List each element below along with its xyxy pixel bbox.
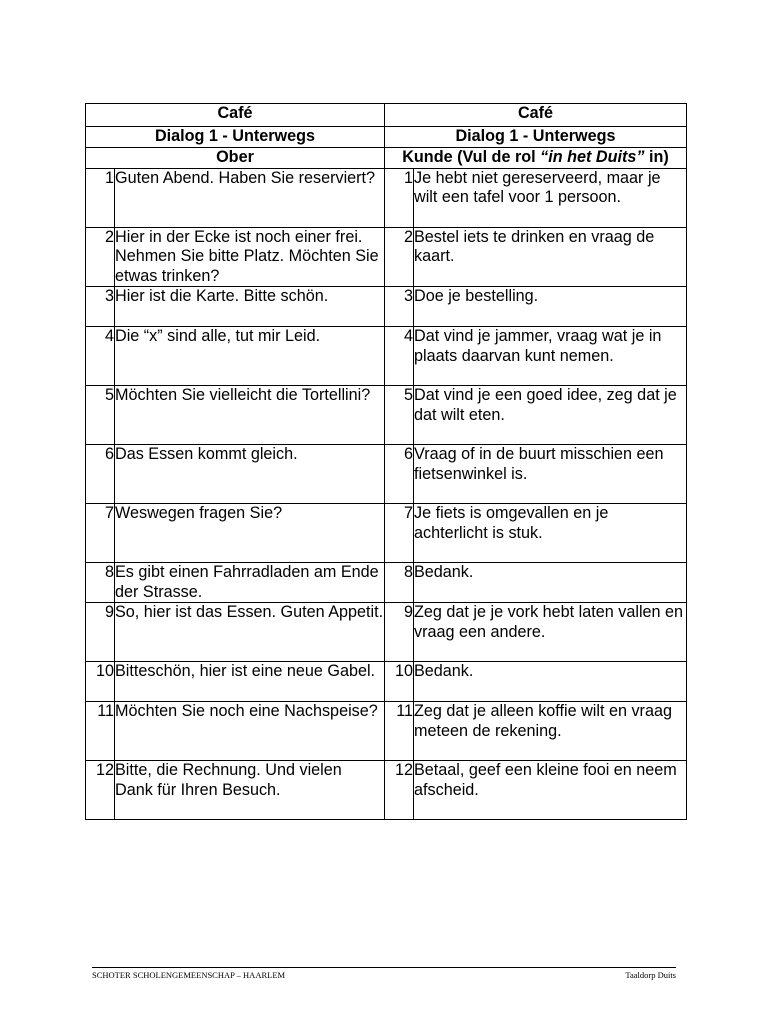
footer-school: SCHOTER SCHOLENGEMEENSCHAP – HAARLEM: [92, 970, 286, 980]
ober-line-number: 10: [86, 662, 115, 702]
kunde-line-number: 6: [385, 445, 414, 504]
ober-line-text: So, hier ist das Essen. Guten Appetit.: [115, 603, 385, 662]
kunde-line-text: Bedank.: [414, 662, 687, 702]
kunde-line-text: Zeg dat je je vork hebt laten vallen en vraag een andere.: [414, 603, 687, 662]
role-kunde: [385, 148, 687, 169]
dialog-row: [86, 445, 687, 504]
ober-line-text: Das Essen kommt gleich.: [115, 445, 385, 504]
kunde-line-text: Zeg dat je alleen koffie wilt en vraag meteen de rekening.: [414, 702, 687, 761]
kunde-line-number: 9: [385, 603, 414, 662]
role-kunde-suffix: in): [644, 148, 669, 166]
right-subtitle: Dialog 1 - Unterwegs: [385, 127, 687, 148]
kunde-line-number: 11: [385, 702, 414, 761]
ober-line-text: Bitteschön, hier ist eine neue Gabel.: [115, 662, 385, 702]
ober-line-number: 4: [86, 327, 115, 386]
role-row: [86, 148, 687, 169]
kunde-line-number: 10: [385, 662, 414, 702]
title-row: [86, 104, 687, 127]
ober-line-number: 1: [86, 168, 115, 227]
dialog-table: [85, 103, 687, 820]
ober-line-number: 11: [86, 702, 115, 761]
dialog-row: [86, 227, 687, 287]
kunde-line-number: 12: [385, 761, 414, 820]
dialog-row: [86, 761, 687, 820]
kunde-line-text: Bedank.: [414, 563, 687, 603]
ober-line-number: 12: [86, 761, 115, 820]
kunde-line-text: Je fiets is omgevallen en je achterlicht is stuk.: [414, 504, 687, 563]
ober-line-text: Bitte, die Rechnung. Und vielen Dank für Ihren Besuch.: [115, 761, 385, 820]
kunde-line-number: 2: [385, 227, 414, 287]
ober-line-number: 5: [86, 386, 115, 445]
role-ober: Ober: [86, 148, 385, 169]
role-kunde-prefix: Kunde (Vul de rol: [402, 148, 541, 166]
dialog-row: [86, 386, 687, 445]
left-subtitle: Dialog 1 - Unterwegs: [86, 127, 385, 148]
ober-line-text: Guten Abend. Haben Sie reserviert?: [115, 168, 385, 227]
ober-line-number: 9: [86, 603, 115, 662]
role-kunde-italic: “in het Duits”: [540, 148, 645, 166]
kunde-line-text: Betaal, geef een kleine fooi en neem afscheid.: [414, 761, 687, 820]
kunde-line-text: Dat vind je jammer, vraag wat je in plaats daarvan kunt nemen.: [414, 327, 687, 386]
ober-line-text: Hier in der Ecke ist noch einer frei. Nehmen Sie bitte Platz. Möchten Sie etwas trinken?: [115, 227, 385, 287]
dialog-row: [86, 504, 687, 563]
kunde-line-number: 1: [385, 168, 414, 227]
dialog-row: [86, 287, 687, 327]
right-title: Café: [385, 104, 687, 127]
ober-line-text: Möchten Sie noch eine Nachspeise?: [115, 702, 385, 761]
ober-line-text: Hier ist die Karte. Bitte schön.: [115, 287, 385, 327]
kunde-line-number: 8: [385, 563, 414, 603]
kunde-line-text: Doe je bestelling.: [414, 287, 687, 327]
ober-line-number: 7: [86, 504, 115, 563]
kunde-line-number: 7: [385, 504, 414, 563]
ober-line-text: Weswegen fragen Sie?: [115, 504, 385, 563]
kunde-line-number: 5: [385, 386, 414, 445]
kunde-line-text: Je hebt niet gereserveerd, maar je wilt een tafel voor 1 persoon.: [414, 168, 687, 227]
footer-course: Taaldorp Duits: [625, 970, 676, 980]
ober-line-text: Die “x” sind alle, tut mir Leid.: [115, 327, 385, 386]
dialog-row: [86, 168, 687, 227]
ober-line-number: 2: [86, 227, 115, 287]
dialog-row: [86, 563, 687, 603]
kunde-line-text: Vraag of in de buurt misschien een fietsenwinkel is.: [414, 445, 687, 504]
kunde-line-text: Dat vind je een goed idee, zeg dat je dat wilt eten.: [414, 386, 687, 445]
ober-line-text: Es gibt einen Fahrradladen am Ende der Strasse.: [115, 563, 385, 603]
kunde-line-number: 4: [385, 327, 414, 386]
dialog-row: [86, 327, 687, 386]
ober-line-number: 6: [86, 445, 115, 504]
left-title: Café: [86, 104, 385, 127]
kunde-line-number: 3: [385, 287, 414, 327]
dialog-row: [86, 603, 687, 662]
page-footer: [92, 967, 676, 980]
ober-line-number: 3: [86, 287, 115, 327]
dialog-row: [86, 662, 687, 702]
ober-line-number: 8: [86, 563, 115, 603]
dialog-row: [86, 702, 687, 761]
kunde-line-text: Bestel iets te drinken en vraag de kaart.: [414, 227, 687, 287]
ober-line-text: Möchten Sie vielleicht die Tortellini?: [115, 386, 385, 445]
subtitle-row: [86, 127, 687, 148]
